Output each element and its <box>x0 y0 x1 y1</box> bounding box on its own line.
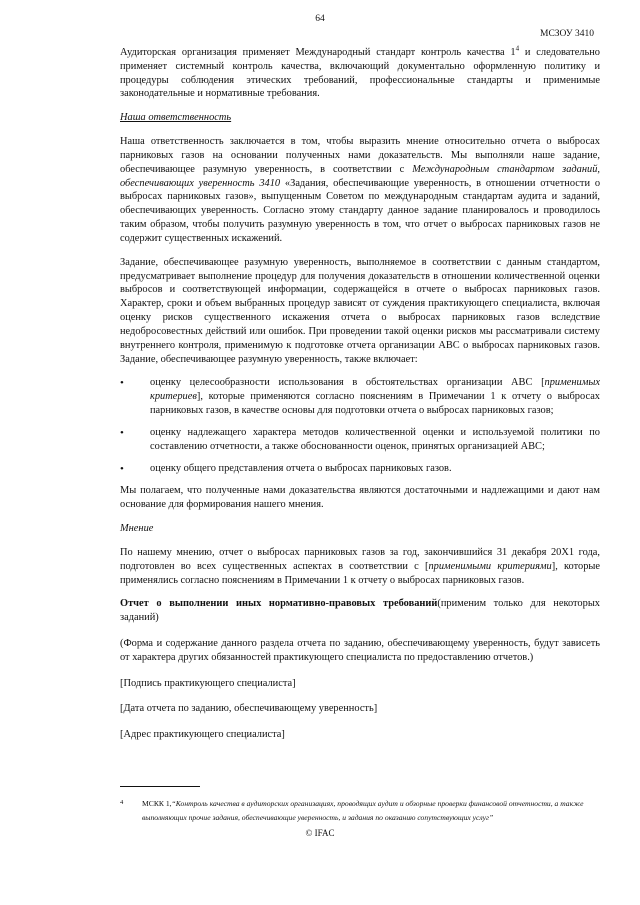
list-item: • оценку надлежащего характера методов количественной оценки и используемой политики по составлению отчетности, а также обоснованности оценок, принятых организацией АВС; <box>120 426 600 454</box>
date-placeholder: [Дата отчета по заданию, обеспечивающему уверенность] <box>120 703 378 715</box>
list-item: • оценку общего представления отчета о выбросах парниковых газов. <box>120 462 600 476</box>
copyright: © IFAC <box>305 828 335 838</box>
responsibility-heading: Наша ответственность <box>120 112 232 124</box>
page-body <box>120 46 600 754</box>
opinion-paragraph: По нашему мнению, отчет о выбросах парниковых газов за год, закончившийся 31 декабря 20Х1 года, подготовлен во всех существенных аспектах в соответствии с [применимыми критериями], которые применялись согласно пояснениям в Примечании 1 к отчету о выбросах парниковых газов. <box>120 546 601 586</box>
responsibility-paragraph-1: Наша ответственность заключается в том, чтобы выразить мнение относительно отчета о выбросах парниковых газов на основании полученных нами доказательств. Мы выполняли наше задание, обеспечивающее разумную уверенность, в соответствии с Международным стандартом заданий, обеспечивающих уверенность 3410 «Задания, обеспечивающие уверенность, в отношении отчетности о выбросах парниковых газов», выпущенным Советом по международным стандартам аудита и заданий, обеспечивающих уверенность. Согласно этому стандарту данное задание планировалось и проводилось таким образом, чтобы получить разумную уверенность в том, что отчет о выбросах парниковых газов не содержит существенных искажений. <box>120 136 601 244</box>
footnote: 4 МСКК 1,“Контроль качества в аудиторских организациях, проводящих аудит и обзорные проверки финансовой отчетности, а также выполняющих прочие задания, обеспечивающие уверенность, и задания по оказанию сопутствующих услуг” <box>120 799 584 823</box>
page-number: 64 <box>315 14 325 24</box>
document-code: МСЗОУ 3410 <box>540 29 594 39</box>
footnote-divider <box>120 786 200 787</box>
list-item: • оценку целесообразности использования в обстоятельствах организации АВС [применимых критериев], которые применяются согласно пояснениям в Примечании 1 к отчету о выбросах парниковых газов, в качестве основы для подготовки отчета о выбросах парниковых газов; <box>120 376 600 417</box>
footnote-ref[interactable]: 4 <box>515 44 520 53</box>
opinion-heading: Мнение <box>120 523 154 535</box>
form-note: (Форма и содержание данного раздела отчета по заданию, обеспечивающему уверенность, будут зависеть от характера других обязанностей практикующего специалиста по предоставлению отчетов.) <box>120 637 600 663</box>
intro-paragraph: Аудиторская организация применяет Международный стандарт контроль качества $1^4$ и следовательно применяет системный контроль качества, включающий документально оформленную политику и процедуры соблюдения этических требований, профессиональные стандарты и применимые законодательные и нормативные требования. <box>120 44 600 100</box>
other-requirements-heading: Отчет о выполнении иных нормативно-правовых требований(применим только для некоторых заданий) <box>120 598 600 624</box>
responsibility-paragraph-2: Задание, обеспечивающее разумную уверенность, выполняемое в соответствии с данным стандартом, предусматривает выполнение процедур для получения доказательств в отношении количественной оценки выбросов и соответствующей информации, содержащейся в отчете о выбросах парниковых газов. Характер, сроки и объем выбранных процедур зависят от суждения практикующего специалиста, включая оценку рисков существенного искажения отчета о выбросах парниковых газов вследствие недобросовестных действий или ошибок. При проведении такой оценки рисков мы рассматривали систему внутреннего контроля, применимую к подготовке отчета организации АВС о выбросах парниковых газов. Задание, обеспечивающее разумную уверенность, также включает: <box>120 256 600 365</box>
responsibility-paragraph-3: Мы полагаем, что полученные нами доказательства являются достаточными и надлежащими и дают нам основание для формирования нашего мнения. <box>120 485 600 511</box>
footnote-number: 4 <box>120 799 124 806</box>
procedures-list <box>120 376 600 475</box>
address-placeholder: [Адрес практикующего специалиста] <box>120 729 285 741</box>
signature-placeholder: [Подпись практикующего специалиста] <box>120 677 296 689</box>
